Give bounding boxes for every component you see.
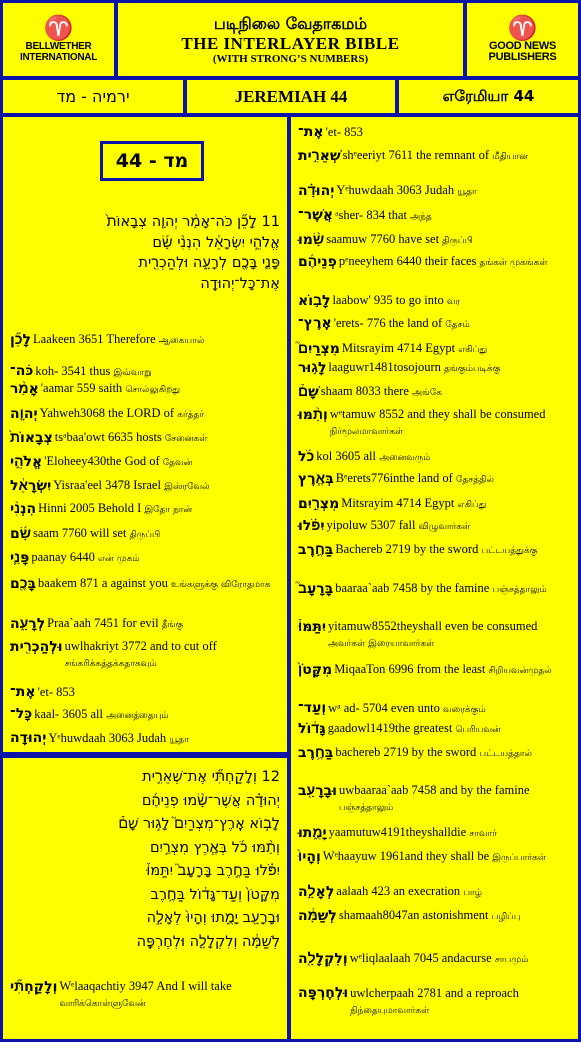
verse-line: 12 וְלָקַחְתִּ֞י אֶת־שְׁאֵרִ֣ית <box>142 769 280 785</box>
tamil-gloss: தேசம் <box>445 320 470 330</box>
gloss-text: ᵃsher- 834 that <box>335 208 407 222</box>
hebrew-word: פָּנַ֛י <box>10 550 30 566</box>
hebrew-word: בְּאֶ֧רֶץ <box>298 471 334 487</box>
gloss-text: saam 7760 will set <box>33 526 127 540</box>
title-main: THE INTERLAYER BIBLE <box>181 33 400 53</box>
word-gloss <box>59 978 282 1012</box>
good-news-logo <box>467 3 578 76</box>
hebrew-word: בַּחֶ֣רֶב <box>298 542 334 558</box>
hebrew-word: בָּכֶ֖ם <box>10 576 37 592</box>
word-gloss <box>343 147 528 165</box>
word-gloss <box>328 720 501 738</box>
word-entry <box>298 782 572 816</box>
word-gloss <box>341 495 486 513</box>
gloss-text: Mitsrayim 4714 Egypt <box>341 496 455 510</box>
hebrew-word: לְאָלָ֣ה <box>298 884 335 900</box>
tamil-gloss: தங்கள் முகங்கள் <box>479 258 548 268</box>
hebrew-word: יְהוָ֤ה <box>10 406 38 422</box>
word-gloss <box>335 744 532 762</box>
word-gloss <box>330 406 572 440</box>
tamil-gloss: அவர்கள் இரையாவார்கள் <box>328 639 435 649</box>
hebrew-word: וְהָיוּ֙ <box>298 849 321 865</box>
hebrew-word: יְהוּדָ֗ה <box>298 183 335 199</box>
word-gloss <box>336 470 494 488</box>
hebrew-word: לְרָעָ֑ה <box>10 616 46 632</box>
gloss-text: shamaah8047an astonishment <box>338 908 489 922</box>
gloss-text: laabow' 935 to go into <box>332 293 444 307</box>
tamil-gloss: பாழ் <box>463 888 482 898</box>
tamil-gloss: யூதா <box>169 735 189 745</box>
tamil-gloss: இவ்வாறு <box>113 368 152 378</box>
hebrew-word: שָׂ֨מוּ <box>298 232 325 248</box>
hebrew-word: לְשַׁמָּ֔ה <box>298 908 337 924</box>
word-entry <box>298 315 572 333</box>
word-gloss <box>35 363 151 381</box>
word-entry <box>10 331 282 349</box>
ram-icon: ♈ <box>507 15 538 42</box>
verse-line: אֱלֹהֵ֣י יִשְׂרָאֵ֔ל הִנְנִ֨י שָׂ֜ם <box>152 234 280 251</box>
hebrew-word: מִצְרַיִם֮ <box>298 341 340 357</box>
gloss-text: shᵉeeriyt 7611 the remnant of <box>342 148 490 162</box>
chapter-box: מד - 44 <box>100 141 204 181</box>
word-gloss <box>334 315 470 333</box>
tamil-gloss: பஞ்சத்தாலும் <box>338 803 394 813</box>
word-entry <box>10 405 282 423</box>
word-entry <box>298 541 572 559</box>
verse-line: לְשַׁמָּ֔ה וְלִקְלָלָ֖ה וּלְחֶרְפָּֽה <box>136 933 280 950</box>
word-entry <box>10 477 282 495</box>
tamil-gloss: பஞ்சத்தாலும் <box>492 585 547 595</box>
word-gloss <box>40 405 205 423</box>
title-tamil: படிநிலை வேதாகமம் <box>213 13 368 33</box>
hebrew-word: מִצְרַ֣יִם <box>298 496 340 512</box>
hebrew-word: פְנֵיהֶ֜ם <box>298 254 337 270</box>
hebrew-word: מִקָּטֹן֙ <box>298 662 333 678</box>
tamil-gloss: இருப்பார்கள் <box>492 853 547 863</box>
tamil-gloss: எகிப்து <box>458 345 488 355</box>
tamil-gloss: சாவார் <box>469 829 497 839</box>
hebrew-word: בָּרָעָב֮ <box>298 581 334 597</box>
gloss-text: pᵉneeyhem 6440 their faces <box>338 254 477 268</box>
word-gloss <box>33 525 160 543</box>
word-entry <box>10 684 282 702</box>
tamil-gloss: உங்களுக்கு விரோதமாக <box>170 580 271 590</box>
gloss-text: yitamuw8552theyshall even be consumed <box>328 619 538 633</box>
tamil-gloss: என் முகம் <box>98 554 140 564</box>
title-block <box>118 3 463 76</box>
word-gloss <box>339 782 572 816</box>
tamil-gloss: தீங்கு <box>161 620 184 630</box>
hebrew-word: גָּד֔וֹל <box>298 721 326 737</box>
hebrew-word: אֶת־ <box>298 124 324 140</box>
tamil-gloss: கர்த்தர் <box>177 410 205 420</box>
tamil-gloss: வர <box>446 297 461 307</box>
gloss-text: laaguwr1481tosojourn <box>328 360 441 374</box>
word-gloss <box>323 848 546 866</box>
word-entry <box>298 448 572 466</box>
tamil-gloss: அனைத்தையும் <box>106 711 169 721</box>
word-entry <box>10 978 282 1012</box>
word-gloss <box>350 950 529 968</box>
tamil-gloss: இஸ்ரவேல் <box>164 482 210 492</box>
hebrew-word: בַּחֶ֥רֶב <box>298 745 334 761</box>
word-entry <box>298 848 572 866</box>
word-entry <box>298 744 572 762</box>
gloss-text: 'et- 853 <box>325 125 363 139</box>
gloss-text: wᵉtamuw 8552 and they shall be consumed <box>329 407 546 421</box>
word-gloss <box>31 549 139 567</box>
tamil-gloss: சிறியவன்முதல் <box>488 666 552 676</box>
hebrew-word: כֹ֜ל <box>298 449 315 465</box>
tamil-gloss: சொல்லுகிறது <box>125 385 181 395</box>
hebrew-word: יִתַּמּוּ֒ <box>298 619 327 635</box>
word-entry <box>298 207 572 225</box>
word-entry <box>10 380 282 398</box>
word-gloss <box>339 907 521 925</box>
word-gloss <box>53 477 209 495</box>
word-gloss <box>38 500 192 518</box>
gloss-text: gaadowl1419the greatest <box>327 721 453 735</box>
word-gloss <box>326 231 473 249</box>
hebrew-word: שָׁם֒ <box>298 384 319 400</box>
gloss-text: 'aamar 559 saith <box>40 381 123 395</box>
verse-line: 11 לָכֵ֞ן כֹּה־אָמַ֨ר יְהוָ֤ה צְבָאוֹת֙ <box>106 214 280 230</box>
word-entry <box>10 525 282 543</box>
gloss-text: uwlcherpaah 2781 and a reproach <box>350 986 519 1000</box>
word-entry <box>298 720 572 738</box>
word-entry <box>298 495 572 513</box>
hebrew-word: שָׂ֜ם <box>10 526 32 542</box>
tamil-gloss: ஆகையால் <box>158 336 205 346</box>
tamil-gloss: எகிப்து <box>457 500 487 510</box>
verse-line: וְתַ֨מּוּ כֹ֜ל בְּאֶ֧רֶץ מִצְרַ֣יִם <box>149 839 280 856</box>
word-entry <box>10 730 282 748</box>
word-gloss <box>47 615 183 633</box>
word-gloss <box>350 985 572 1019</box>
hebrew-word: כָּל־ <box>10 706 33 722</box>
word-entry <box>298 147 572 165</box>
word-gloss <box>335 207 432 225</box>
word-gloss <box>335 541 537 559</box>
gloss-text: baaraa`aab 7458 by the famine <box>335 581 490 595</box>
verse-line: וּבָרָעָ֖ב יָמֻ֑תוּ וְהָיוּ֙ לְאָלָ֣ה <box>146 910 280 926</box>
word-entry <box>10 549 282 567</box>
word-entry <box>298 340 572 358</box>
verse-line: אֶת־כָּל־יְהוּדָֽה <box>200 275 280 292</box>
hebrew-word: יְהוּדָֽה <box>10 730 47 746</box>
word-entry <box>10 615 282 633</box>
tamil-gloss: திருப்பி <box>442 236 473 246</box>
tamil-gloss: பெரியவன் <box>455 725 501 735</box>
word-gloss <box>55 429 208 447</box>
gloss-text: Laakeen 3651 Therefore <box>33 332 156 346</box>
word-entry <box>298 824 572 842</box>
bellwether-logo <box>3 3 114 76</box>
word-entry <box>298 985 572 1019</box>
gloss-text: shaam 8033 there <box>320 384 409 398</box>
gloss-text: kaal- 3605 all <box>34 707 103 721</box>
gloss-text: wᵉliqlaalaah 7045 andacurse <box>349 951 492 965</box>
gloss-text: Mitsrayim 4714 Egypt <box>341 341 456 355</box>
hebrew-word: וּלְחֶרְפָּֽה <box>298 985 349 1001</box>
gloss-text: Yᵉhuwdaah 3063 Judah <box>48 731 167 745</box>
word-gloss <box>44 453 192 471</box>
hebrew-word: כֹּה־ <box>10 363 34 379</box>
hebrew-word: לָג֣וּר <box>298 360 327 376</box>
word-gloss <box>41 380 180 398</box>
word-gloss <box>329 824 497 842</box>
gloss-text: yipoluw 5307 fall <box>326 518 416 532</box>
word-entry <box>298 907 572 925</box>
word-gloss <box>335 580 547 598</box>
verse-line: לָב֣וֹא אֶֽרֶץ־מִצְרַיִם֮ לָג֣וּר שָׁם֒ <box>118 816 280 832</box>
word-entry <box>298 253 572 271</box>
gloss-text: Yahweh3068 the LORD of <box>39 406 175 420</box>
tamil-gloss: வரைக்கும் <box>443 705 486 715</box>
word-entry <box>10 638 282 672</box>
verse-11-hebrew <box>10 212 280 294</box>
tamil-gloss: வாரிக்கொள்ளுவேன் <box>59 999 146 1009</box>
word-gloss <box>321 383 442 401</box>
word-gloss <box>336 182 476 200</box>
hebrew-word: צְבָאוֹת֙ <box>10 430 53 446</box>
gloss-text: Wᵉhaayuw 1961and they shall be <box>322 849 490 863</box>
gloss-text: uwbaaraa`aab 7458 and by the famine <box>338 783 530 797</box>
tamil-gloss: திருப்பி <box>129 530 161 540</box>
word-gloss <box>316 448 430 466</box>
gloss-text: koh- 3541 thus <box>35 364 111 378</box>
tamil-gloss: சங்கரிக்கத்தக்கதாகவும் <box>64 659 157 669</box>
gloss-text: 'erets- 776 the land of <box>333 316 443 330</box>
word-entry <box>10 453 282 471</box>
word-gloss <box>33 331 204 349</box>
word-gloss <box>339 253 548 271</box>
hebrew-word: שְׁאֵרִ֣ית <box>298 148 341 164</box>
tamil-gloss: சேனைகள் <box>164 434 208 444</box>
tamil-gloss: தேவன் <box>162 458 193 468</box>
tamil-gloss: அங்கே <box>412 388 443 398</box>
word-entry <box>298 359 572 377</box>
word-entry <box>298 517 572 535</box>
verse-line: מִקָּטֹן֙ וְעַד־גָּד֔וֹל בַּחֶ֥רֶב <box>150 886 280 903</box>
word-gloss <box>342 340 487 358</box>
word-entry <box>298 580 572 598</box>
word-gloss <box>334 661 551 679</box>
word-entry <box>10 363 282 381</box>
word-entry <box>10 575 282 593</box>
hebrew-word: אֶת־ <box>10 684 36 700</box>
gloss-text: Praa`aah 7451 for evil <box>47 616 159 630</box>
logo-line-2: PUBLISHERS <box>488 50 557 63</box>
gloss-text: Bᵉerets776inthe land of <box>335 471 453 485</box>
word-entry <box>298 883 572 901</box>
word-entry <box>298 470 572 488</box>
logo-line-2: INTERNATIONAL <box>19 51 98 63</box>
verse-line: יִפֹּ֗לוּ בַּחֶ֣רֶב בָּרָעָב֮ יִתַּמּוּ֒ <box>146 863 280 879</box>
word-gloss <box>38 575 270 593</box>
verse-line: יְהוּדָ֗ה אֲשֶׁר־שָׂ֨מוּ פְנֵיהֶ֜ם <box>141 792 280 809</box>
tamil-gloss: தேசத்தில் <box>455 475 494 485</box>
word-entry <box>298 406 572 440</box>
word-gloss <box>327 517 471 535</box>
gloss-text: aalaah 423 an execration <box>336 884 461 898</box>
ram-icon: ♈ <box>43 15 74 42</box>
tamil-gloss: தங்கும்படிக்கு <box>444 364 501 374</box>
word-entry <box>298 182 572 200</box>
gloss-text: baakem 871 a against you <box>38 576 168 590</box>
gloss-text: Hinni 2005 Behold I <box>38 501 142 515</box>
word-gloss <box>332 292 460 310</box>
gloss-text: saamuw 7760 have set <box>326 232 440 246</box>
tamil-gloss: அனைவரும் <box>379 453 431 463</box>
word-gloss <box>326 124 363 142</box>
word-gloss <box>48 730 188 748</box>
word-entry <box>10 500 282 518</box>
nav-book-hebrew[interactable]: ירמיה - מד <box>3 80 183 113</box>
tamil-gloss: பட்டயத்துக்கு <box>481 546 538 556</box>
hebrew-word: יִפֹּ֗לוּ <box>298 518 325 534</box>
hebrew-word: וּלְהַכְרִ֖ית <box>10 639 63 655</box>
logo-line-1: BELLWETHER <box>25 40 92 52</box>
hebrew-word: לָב֣וֹא <box>298 293 331 309</box>
hebrew-word: יִשְׂרָאֵ֔ל <box>10 478 52 494</box>
gloss-text: bachereb 2719 by the sword <box>335 745 477 759</box>
word-entry <box>298 124 572 142</box>
verse-line: פָּנַ֛י בָּכֶ֖ם לְרָעָ֑ה וּלְהַכְרִ֖ית <box>138 255 280 271</box>
gloss-text: Yisraa'eel 3478 Israel <box>53 478 161 492</box>
tamil-gloss: நிர்மூலமாவார்கள் <box>329 427 404 437</box>
word-gloss <box>34 706 168 724</box>
gloss-text: uwlhakriyt 3772 and to cut off <box>64 639 217 653</box>
title-sub: (WITH STRONG’S NUMBERS) <box>212 52 369 65</box>
tamil-gloss: பட்டயத்தால் <box>479 749 533 759</box>
hebrew-word: אֱלֹהֵ֣י <box>10 454 43 470</box>
gloss-text: yaamutuw4191theyshalldie <box>328 825 467 839</box>
nav-book-tamil[interactable]: எரேமியா 44 <box>399 80 578 113</box>
word-entry <box>298 618 572 652</box>
tamil-gloss: அந்த <box>410 212 432 222</box>
word-entry <box>298 950 572 968</box>
tamil-gloss: இதோ நான் <box>144 505 193 515</box>
gloss-text: Yᵉhuwdaah 3063 Judah <box>336 183 455 197</box>
gloss-text: Bachereb 2719 by the sword <box>335 542 479 556</box>
word-entry <box>298 292 572 310</box>
logo-line-1: GOOD NEWS <box>489 39 556 52</box>
tamil-gloss: விழுவார்கள் <box>418 522 471 532</box>
gloss-text: paanay 6440 <box>31 550 95 564</box>
hebrew-word: אֶֽרֶץ־ <box>298 315 332 331</box>
word-gloss <box>328 618 572 652</box>
word-entry <box>10 429 282 447</box>
tamil-gloss: மீதியான <box>492 152 528 162</box>
nav-book-english[interactable]: JEREMIAH 44 <box>187 80 395 113</box>
word-gloss <box>328 359 500 377</box>
word-entry <box>298 231 572 249</box>
tamil-gloss: பழிப்பு <box>491 912 521 922</box>
hebrew-word: וְלָקַחְתִּ֞י <box>10 979 58 995</box>
word-gloss <box>336 883 482 901</box>
hebrew-word: אֲשֶׁר־ <box>298 207 334 223</box>
gloss-text: 'Eloheey430the God of <box>44 454 160 468</box>
tamil-gloss: சாபமும் <box>494 955 529 965</box>
word-entry <box>298 661 572 679</box>
word-entry <box>10 706 282 724</box>
gloss-text: kol 3605 all <box>316 449 376 463</box>
gloss-text: 'et- 853 <box>37 685 75 699</box>
hebrew-word: וְעַד־ <box>298 700 327 716</box>
hebrew-word: הִנְנִ֨י <box>10 501 37 517</box>
hebrew-word: אָמַ֨ר <box>10 381 39 397</box>
hebrew-word: וְתַ֨מּוּ <box>298 407 328 423</box>
gloss-text: MiqaaTon 6996 from the least <box>334 662 486 676</box>
gloss-text: tsᵃbaa'owt 6635 hosts <box>54 430 162 444</box>
tamil-gloss: யூதா <box>457 187 477 197</box>
word-entry <box>298 383 572 401</box>
tamil-gloss: நிந்தையுமாவார்கள் <box>350 1006 430 1016</box>
hebrew-word: יָמֻ֑תוּ <box>298 825 327 841</box>
hebrew-word: וְלִקְלָלָ֖ה <box>298 951 348 967</box>
word-entry <box>298 700 572 718</box>
hebrew-word: לָכֵ֞ן <box>10 332 32 348</box>
word-gloss <box>65 638 282 672</box>
verse-12-hebrew <box>10 766 280 954</box>
gloss-text: wᵃ ad- 5704 even unto <box>328 701 440 715</box>
word-gloss <box>38 684 75 702</box>
word-gloss <box>328 700 486 718</box>
gloss-text: Wᵉlaaqachtiy 3947 And I will take <box>59 979 232 993</box>
hebrew-word: וּבָרָעָ֖ב <box>298 783 337 799</box>
